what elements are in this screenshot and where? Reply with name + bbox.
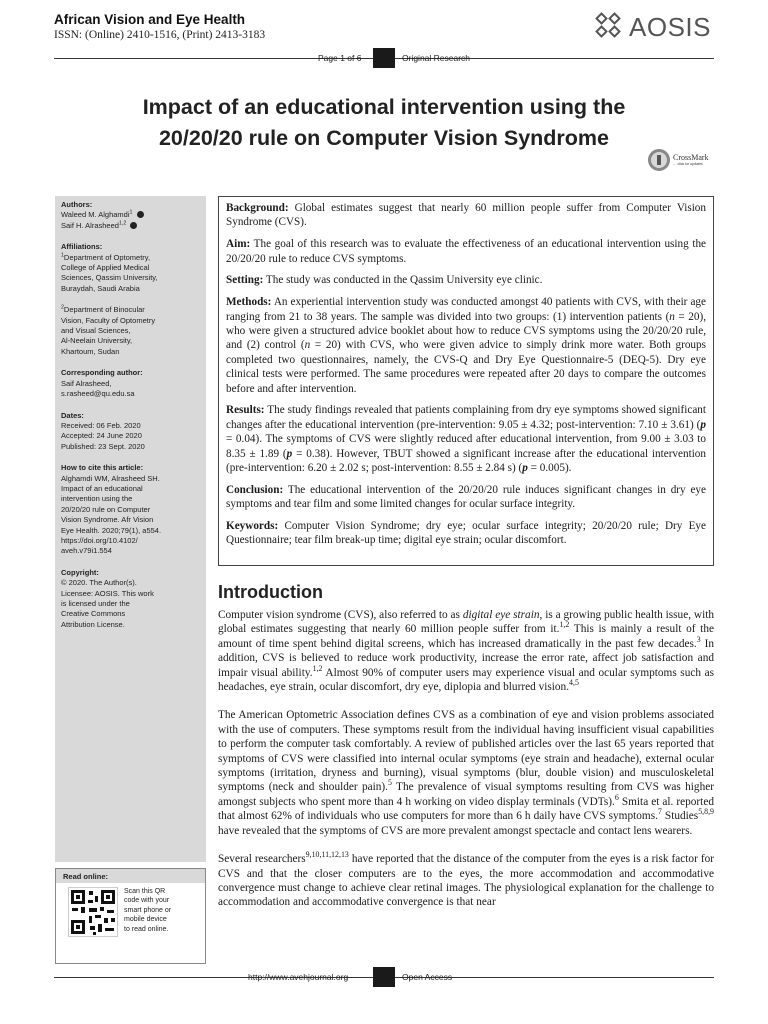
copyright-line: Licensee: AOSIS. This work — [61, 588, 154, 598]
crossmark-icon — [648, 149, 670, 171]
affiliation-2: $^2$Department of Binocular Vision, Faculty of Optometry and Visual Sciences, Al-Neelain University, Khartoum, Sudan — [61, 304, 156, 356]
page-indicator: Page 1 of 6 — [318, 53, 362, 63]
crossmark-sublabel: ← click for updates — [673, 162, 703, 166]
dates-heading: Dates: — [61, 410, 84, 420]
copyright-line: Creative Commons — [61, 609, 126, 619]
citation-line: Impact of an educational — [61, 483, 143, 493]
abstract-results: Results: The study findings revealed that patients complaining from dry eye symptoms showed significant changes after the educational intervention (pre-intervention: 9.05 ± 4.32; post-intervention: 7.10 ± 3.61) (p = 0.04). The symptoms of CVS were slightly reduced after educational intervention, from 9.00 ± 3.03 to 8.35 ± 1.89 (p = 0.38). However, TBUT showed a significant increase after the educational intervention (pre-intervention: 6.20 ± 2.02 s; post-intervention: 8.55 ± 2.84 s) (p = 0.005). — [226, 404, 706, 475]
journal-issn: ISSN: (Online) 2410-1516, (Print) 2413-3183 — [54, 29, 266, 41]
copyright-line: © 2020. The Author(s). — [61, 578, 137, 588]
article-title — [54, 92, 714, 154]
author-2-name: Saif H. Alrasheed — [61, 220, 119, 230]
doi-link[interactable]: aveh.v79i1.554 — [61, 546, 112, 556]
date-published: Published: 23 Sept. 2020 — [61, 441, 145, 451]
article-title-line-1: Impact of an educational intervention using the — [142, 95, 626, 119]
authors-heading: Authors: — [61, 200, 93, 209]
citation-line: Alghamdi WM, Alrasheed SH. — [61, 473, 160, 483]
citation-section — [61, 463, 200, 557]
abstract-background: Background: Global estimates suggest that nearly 60 million people suffer from Computer Vision Syndrome (CVS). — [226, 202, 706, 229]
orcid-icon[interactable] — [137, 211, 144, 218]
author-1-affiliation-ref: 1 — [129, 209, 133, 216]
journal-name: African Vision and Eye Health — [54, 12, 246, 27]
abstract-conclusion: Conclusion: The educational intervention of the 20/20/20 rule induces significant changes in dry eye symptoms and tear film and some limited changes for ocular surface integrity. — [226, 483, 706, 511]
citation-ref[interactable]: 5 — [388, 778, 392, 788]
corresponding-email-link[interactable]: s.rasheed@qu.edu.sa — [61, 389, 135, 399]
author-2 — [61, 221, 200, 231]
author-2-affiliation-ref: 1,2 — [118, 220, 127, 227]
dates-section — [61, 411, 200, 453]
copyright-line: is licensed under the — [61, 599, 130, 608]
article-type: Original Research — [402, 53, 471, 63]
access-type: Open Access — [402, 972, 453, 982]
read-online-heading: Read online: — [56, 869, 205, 883]
affiliations-heading: Affiliations: — [61, 242, 103, 252]
orcid-icon[interactable] — [130, 222, 137, 229]
authors-section — [61, 200, 200, 231]
footer-marker — [373, 967, 395, 987]
paragraph: Several researchers$^{9,10,11,12,13}$ have reported that the distance of the computer from the eyes is a risk factor for CVS and that the closer computers are to the eyes, the more accommodation and accommodative convergence must change to achieve clear retinal images. The physiological explanation for the challenge to accommodation and accommodative convergence is that near — [218, 850, 714, 909]
corresponding-heading: Corresponding author: — [61, 368, 143, 378]
citation-ref[interactable]: 3 — [696, 635, 701, 645]
abstract-setting: Setting: The study was conducted in the Qassim University eye clinic. — [226, 274, 543, 287]
citation-ref[interactable]: 7 — [657, 807, 662, 817]
article-title-line-2: 20/20/20 rule on Computer Vision Syndrome — [158, 126, 610, 150]
publisher-name: AOSIS — [629, 12, 711, 42]
citation-ref[interactable]: 6 — [614, 793, 619, 803]
corresponding-author-section — [61, 368, 200, 399]
crossmark-label: CrossMark — [673, 153, 709, 162]
copyright-section — [61, 568, 200, 630]
copyright-heading: Copyright: — [61, 567, 99, 577]
citation-line: 20/20/20 rule on Computer — [61, 504, 151, 514]
paragraph: Computer vision syndrome (CVS), also referred to as digital eye strain, is a growing public health issue, with global estimates suggesting that nearly 60 million people suffer from it.$^{1,2}$ This is mainly a result of the amount of time spent behind digital screens, which has increased dramatically in the past few decades.$^3$ In addition, CVS is believed to reduce work productivity, increase the error rate, affect job satisfaction and impair visual ability.$^{1,2}$ Almost 90% of computer users may experience visual and ocular symptoms such as headaches, eye strain, ocular discomfort, dry eye, diplopia and blurred vision.$^{4,5}$ — [218, 609, 715, 694]
paragraph: The American Optometric Association defines CVS as a combination of eye and vision problems associated with the use of computers. These symptoms result from the individual having insufficient visual capabilities to perform the computer task comfortably. A review of published articles over the last 65 years reported that symptoms of CVS were classified into internal ocular symptoms (eye strain and headache), external ocular symptoms (irritation, dryness and burning), visual symptoms (blur, double vision) and musculoskeletal symptoms (neck and shoulder pain).$^5$ The prevalence of visual symptoms resulting from CVS was higher amongst subjects who spent more than 4 h working on video display terminals (VDTs).$^6$ Smita et al. reported that almost 62% of individuals who use computers for more than 6 h daily have CVS symptoms.$^7$ Studies$^{5,8,9}$ have revealed that the symptoms of CVS are more prevalent amongst spectacle and contact lens wearers. — [218, 709, 714, 837]
aosis-logo-icon — [596, 13, 624, 41]
affiliations-section — [61, 242, 200, 294]
author-1 — [61, 210, 200, 220]
publisher-logo[interactable] — [596, 12, 711, 42]
citation-ref[interactable]: 5,8,9 — [698, 807, 714, 817]
journal-url-link[interactable]: http://www.avehjournal.org — [248, 972, 349, 982]
citation-ref[interactable]: 4,5 — [569, 678, 579, 688]
author-1-name: Waleed M. Alghamdi — [61, 210, 130, 220]
corresponding-name: Saif Alrasheed, — [61, 378, 112, 388]
citation-line: Vision Syndrome. Afr Vision — [61, 515, 154, 525]
citation-ref[interactable]: 1,2 — [312, 663, 323, 673]
citation-line: intervention using the — [61, 494, 133, 504]
citation-ref[interactable]: 1,2 — [559, 620, 570, 630]
introduction-heading: Introduction — [218, 582, 323, 602]
doi-link[interactable]: https://doi.org/10.4102/ — [61, 535, 138, 545]
abstract-aim: Aim: The goal of this research was to evaluate the effectiveness of an educational intervention using the 20/20/20 rule to reduce CVS symptoms. — [226, 238, 706, 265]
qr-code-icon[interactable] — [68, 887, 118, 937]
copyright-line: Attribution License. — [61, 619, 125, 629]
citation-heading: How to cite this article: — [61, 463, 144, 473]
abstract-box — [218, 196, 714, 566]
qr-instructions: Scan this QR code with your smart phone or mobile device to read online. — [124, 888, 172, 933]
date-received: Received: 06 Feb. 2020 — [61, 420, 141, 430]
read-online-box — [55, 868, 206, 964]
article-info-sidebar — [55, 196, 206, 862]
date-accepted: Accepted: 24 June 2020 — [61, 431, 142, 441]
introduction-body — [218, 608, 714, 924]
abstract-methods: Methods: An experiential intervention study was conducted amongst 40 patients with CVS, with their age ranging from 21 to 38 years. The sample was divided into two groups: (1) intervention patients (n = 20), who were given a structured advice booklet about how to reduce CVS symptoms using the 20/20/20 rule, and (2) control (n = 20) with CVS, who were given advice to simply drink more water. Both groups completed two questionnaires, namely, the CVS-Q and Dry Eye Questionnaire-5 (DEQ-5). Dry eye clinical tests were performed. The same procedures were repeated after 20 days to compare the outcomes before and after intervention. — [226, 296, 706, 395]
header-marker — [373, 48, 395, 68]
citation-line: Eye Health. 2020;79(1), a554. — [61, 525, 162, 535]
crossmark-badge[interactable] — [648, 149, 709, 171]
affiliation-1: $^1$Department of Optometry, College of Applied Medical Sciences, Qassim University, Buraydah, Saudi Arabia — [61, 252, 158, 293]
abstract-keywords: Keywords: Computer Vision Syndrome; dry eye; ocular surface integrity; 20/20/20 rule; Dry Eye Questionnaire; tear film break-up time; digital eye strain; ocular discomfort. — [226, 520, 706, 547]
citation-ref[interactable]: 9,10,11,12,13 — [305, 850, 349, 860]
